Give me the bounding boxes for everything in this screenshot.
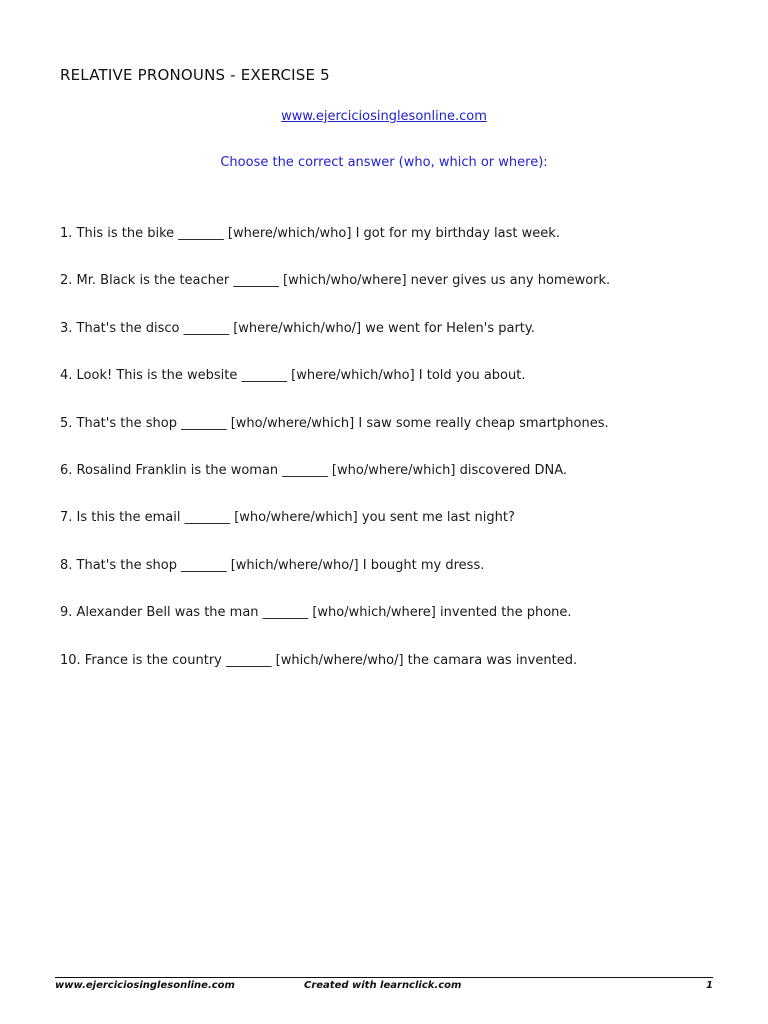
exercise-instruction: Choose the correct answer (who, which or where): <box>220 155 548 170</box>
question-item: 9. Alexander Bell was the man _______ [who/which/where] invented the phone. <box>60 605 572 621</box>
question-item: 4. Look! This is the website _______ [where/which/who] I told you about. <box>60 368 526 384</box>
question-item: 8. That's the shop _______ [which/where/who/] I bought my dress. <box>60 557 485 573</box>
question-list <box>60 226 740 700</box>
question-item: 6. Rosalind Franklin is the woman _______ [who/where/which] discovered DNA. <box>60 462 567 478</box>
page-number: 1 <box>706 980 713 991</box>
question-item: 7. Is this the email _______ [who/where/which] you sent me last night? <box>60 510 515 526</box>
question-item: 5. That's the shop _______ [who/where/which] I saw some really cheap smartphones. <box>60 415 609 431</box>
footer-credit: Created with learnclick.com <box>304 980 462 991</box>
question-item: 10. France is the country _______ [which/where/who/] the camara was invented. <box>60 652 578 668</box>
question-item: 1. This is the bike _______ [where/which/who] I got for my birthday last week. <box>60 226 560 241</box>
website-link[interactable]: www.ejerciciosinglesonline.com <box>281 109 487 124</box>
footer-divider <box>55 977 713 978</box>
page-title: RELATIVE PRONOUNS - EXERCISE 5 <box>60 66 330 84</box>
question-item: 2. Mr. Black is the teacher _______ [which/who/where] never gives us any homework. <box>60 273 611 289</box>
footer-website: www.ejerciciosinglesonline.com <box>55 980 235 991</box>
question-item: 3. That's the disco _______ [where/which/who/] we went for Helen's party. <box>60 320 535 336</box>
